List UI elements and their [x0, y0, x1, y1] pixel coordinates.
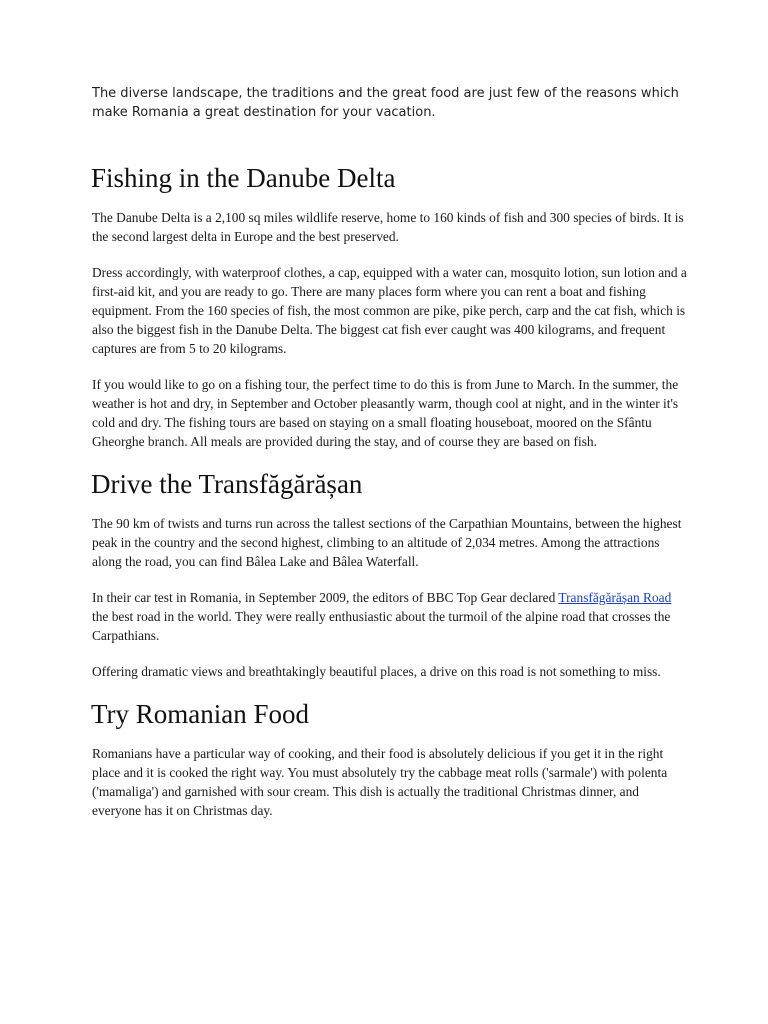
- transfagarasan-road-link[interactable]: Transfăgărășan Road: [558, 590, 672, 605]
- paragraph-with-link: [92, 588, 688, 645]
- intro-paragraph: The diverse landscape, the traditions and the great food are just few of the reasons which make Romania a great destination for your vacation.: [92, 86, 679, 120]
- section-heading-food: Try Romanian Food: [91, 699, 310, 729]
- section-heading-fishing: Fishing in the Danube Delta: [91, 163, 396, 193]
- paragraph: The Danube Delta is a 2,100 sq miles wildlife reserve, home to 160 kinds of fish and 300 species of birds. It is the second largest delta in Europe and the best preserved.: [92, 210, 684, 244]
- document-page: [92, 84, 688, 837]
- section-fishing: [92, 162, 688, 451]
- paragraph: Dress accordingly, with waterproof clothes, a cap, equipped with a water can, mosquito lotion, sun lotion and a first-aid kit, and you are ready to go. There are many places form where you can rent a boat and fishing equipment. From the 160 species of fish, the most common are pike, pike perch, carp and the cat fish, which is also the biggest fish in the Danube Delta. The biggest cat fish ever caught was 400 kilograms, and frequent captures are from 5 to 20 kilograms.: [92, 265, 687, 356]
- paragraph: The 90 km of twists and turns run across the tallest sections of the Carpathian Mountains, between the highest peak in the country and the second highest, climbing to an altitude of 2,034 metres. Among the attractions along the road, you can find Bâlea Lake and Bâlea Waterfall.: [92, 516, 682, 569]
- paragraph: Romanians have a particular way of cooking, and their food is absolutely delicious if you get it in the right place and it is cooked the right way. You must absolutely try the cabbage meat rolls ('sarmale') with polenta ('mamaliga') and garnished with sour cream. This dish is actually the traditional Christmas dinner, and everyone has it on Christmas day.: [92, 746, 668, 818]
- paragraph: If you would like to go on a fishing tour, the perfect time to do this is from June to March. In the summer, the weather is hot and dry, in September and October pleasantly warm, though cool at night, and in the winter it's cold and dry. The fishing tours are based on staying on a small floating houseboat, moored on the Sfântu Gheorghe branch. All meals are provided during the stay, and of course they are based on fish.: [92, 377, 679, 449]
- section-food: [92, 698, 688, 820]
- paragraph: Offering dramatic views and breathtakingly beautiful places, a drive on this road is not something to miss.: [92, 664, 661, 679]
- section-heading-transfagarasan: Drive the Transfăgărășan: [91, 469, 363, 499]
- text-after-link: the best road in the world. They were really enthusiastic about the turmoil of the alpine road that crosses the Carpathians.: [92, 609, 671, 643]
- section-transfagarasan: [92, 468, 688, 681]
- text-before-link: In their car test in Romania, in September 2009, the editors of BBC Top Gear declared: [92, 590, 559, 605]
